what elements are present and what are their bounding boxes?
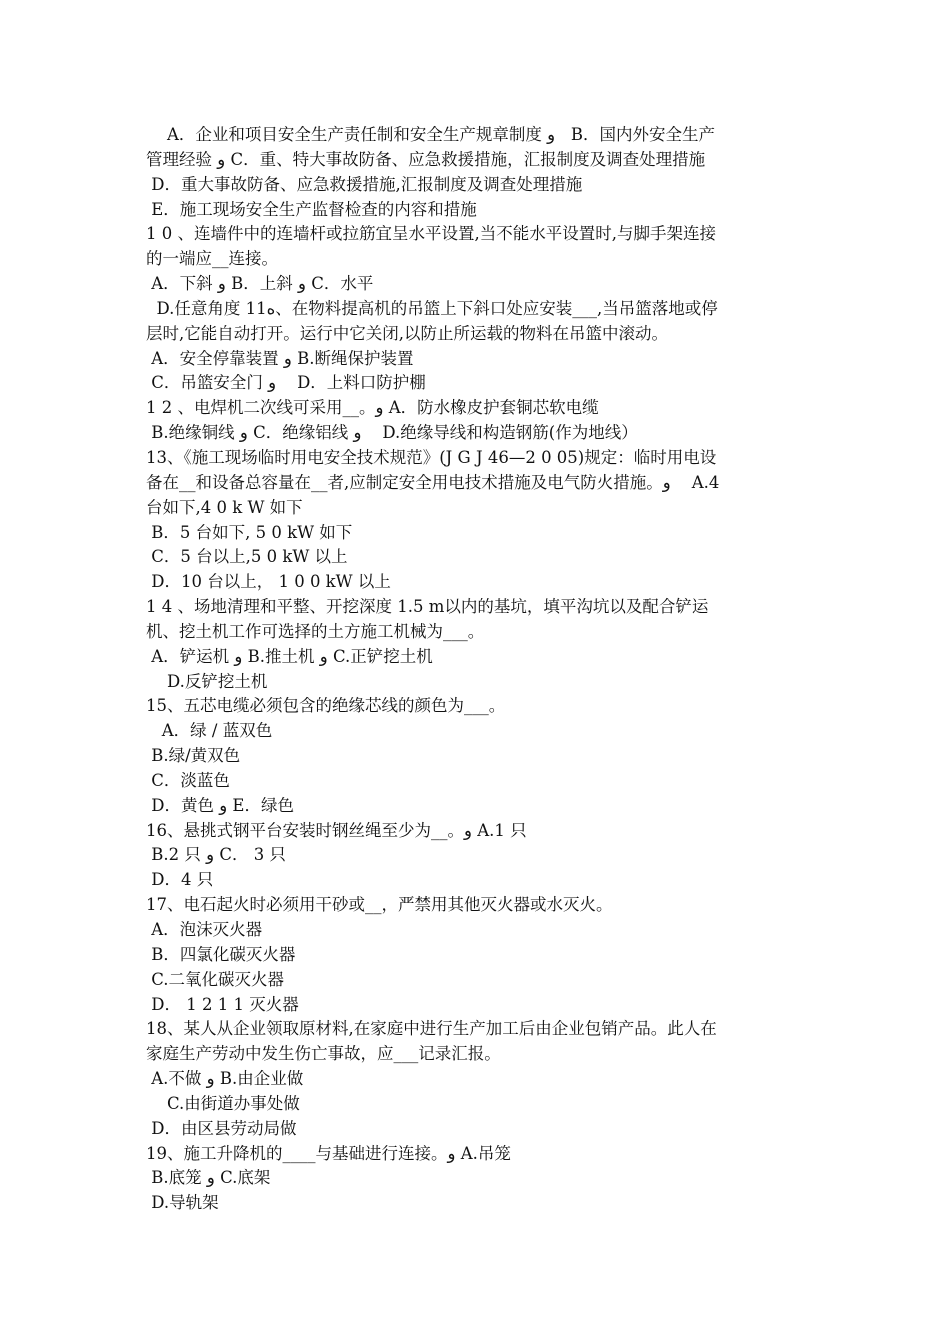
question-16: 16、悬挑式钢平台安装时钢丝绳至少为__。و A.1 只	[146, 820, 527, 840]
text-line: 家庭生产劳动中发生伤亡事故，应___记录汇报。	[146, 1044, 501, 1064]
text-line: D．10 台以上， 1 0 0 kW 以上	[146, 572, 391, 592]
question-13: 13、《施工现场临时用电安全技术规范》(J G J 46—2 0 05)规定：临时用电设	[146, 447, 717, 467]
text-line: B.绿/黄双色	[146, 746, 241, 766]
text-line: D．重大事故防备、应急救援措施,汇报制度及调查处理措施	[146, 174, 583, 194]
text-line: C.二氧化碳灭火器	[146, 969, 285, 989]
text-line: A．铲运机 و B.推土机 و C.正铲挖土机	[146, 646, 433, 666]
text-line: A．安全停靠装置 و B.断绳保护装置	[146, 348, 414, 368]
text-line: B.2 只 و C． 3 只	[146, 845, 286, 865]
text-line: 的一端应__连接。	[146, 249, 278, 269]
question-11: D.任意角度 11ه、在物料提高机的吊篮上下斜口处应安装___,当吊篮落地或停	[146, 298, 718, 318]
text-line: D．由区县劳动局做	[146, 1118, 297, 1138]
text-line: C．淡蓝色	[146, 770, 230, 790]
text-line: E．施工现场安全生产监督检查的内容和措施	[146, 199, 477, 219]
question-12: 1 2 、电焊机二次线可采用__。و A．防水橡皮护套铜芯软电缆	[146, 398, 599, 418]
question-14: 1 4 、场地清理和平整、开挖深度 1.5 m以内的基坑，填平沟坑以及配合铲运	[146, 597, 709, 617]
text-line: B．四氯化碳灭火器	[146, 944, 296, 964]
text-line: D.导轨架	[146, 1193, 219, 1213]
text-line: D．黄色 و E．绿色	[146, 795, 294, 815]
question-17: 17、电石起火时必须用干砂或__，严禁用其他灭火器或水灭火。	[146, 895, 613, 915]
question-15: 15、五芯电缆必须包含的绝缘芯线的颜色为___。	[146, 696, 506, 716]
text-line: D． 1 2 1 1 灭火器	[146, 994, 299, 1014]
text-line: 备在__和设备总容量在__者,应制定安全用电技术措施及电气防火措施。و A.4	[146, 472, 720, 492]
text-line: A．泡沫灭火器	[146, 920, 263, 939]
text-line: 台如下,4 0 k W 如下	[146, 497, 303, 517]
text-line: B．5 台如下, 5 0 kW 如下	[146, 522, 353, 542]
text-line: 层时,它能自动打开。运行中它关闭,以防止所运载的物料在吊篮中滚动。	[146, 323, 668, 343]
text-line: A．企业和项目安全生产责任制和安全生产规章制度 و B．国内外安全生产	[146, 125, 715, 144]
text-line: B.绝缘铜线 و C．绝缘铝线 و D.绝缘导线和构造钢筋(作为地线）	[146, 423, 638, 443]
question-18: 18、某人从企业领取原材料,在家庭中进行生产加工后由企业包销产品。此人在	[146, 1019, 717, 1039]
text-line: 管理经验 و C．重、特大事故防备、应急救援措施，汇报制度及调查处理措施	[146, 149, 706, 169]
document-page	[146, 123, 810, 1216]
text-line: C．吊篮安全门 و D．上料口防护棚	[146, 373, 426, 393]
text-line: A．绿 / 蓝双色	[146, 721, 273, 741]
text-line: A.不做 و B.由企业做	[146, 1069, 304, 1089]
text-line: C.由街道办事处做	[146, 1093, 300, 1113]
question-10: 1 0 、连墙件中的连墙杆或拉筋宜呈水平设置,当不能水平设置时,与脚手架连接	[146, 224, 716, 244]
text-line: B.底笼 و C.底架	[146, 1168, 271, 1188]
question-19: 19、施工升降机的____与基础进行连接。و A.吊笼	[146, 1143, 511, 1163]
text-line: C．5 台以上,5 0 kW 以上	[146, 547, 348, 567]
text-line: D.反铲挖土机	[146, 671, 268, 691]
text-line: D．4 只	[146, 870, 214, 890]
text-line: A．下斜 و B．上斜 و C．水平	[146, 274, 374, 294]
text-line: 机、挖土机工作可选择的土方施工机械为___。	[146, 621, 485, 641]
